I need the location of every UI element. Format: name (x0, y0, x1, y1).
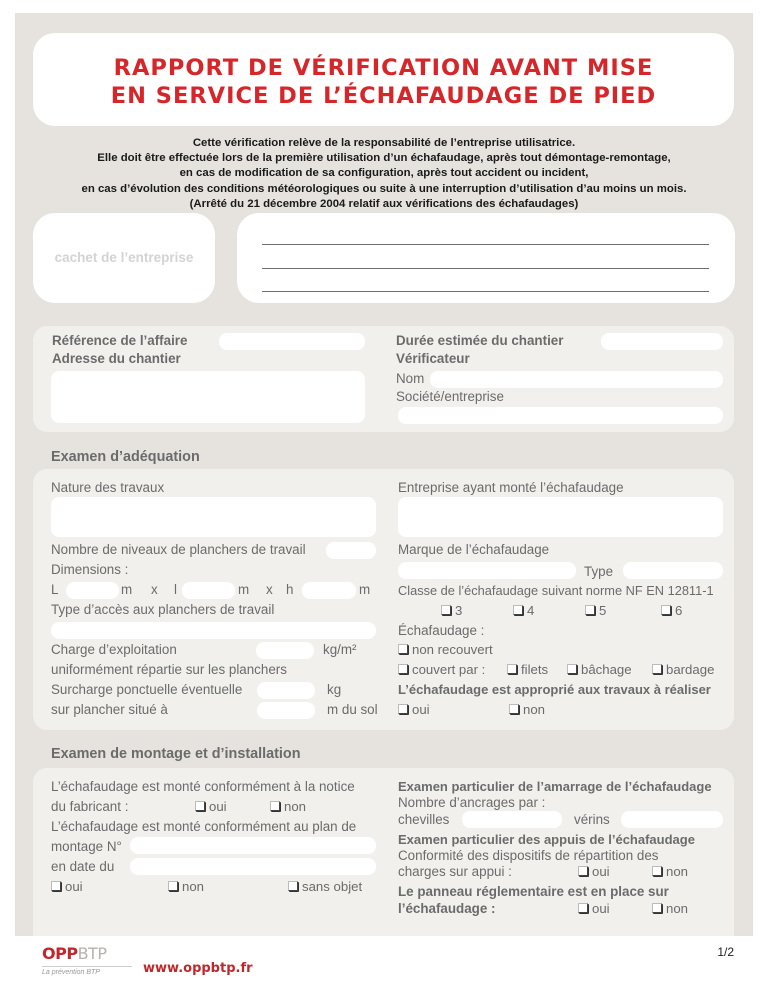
dim-unit: m (121, 582, 133, 597)
plancher-unit: m du sol (327, 702, 378, 717)
height-field[interactable] (302, 582, 356, 599)
checkbox-icon (195, 801, 205, 811)
adequation-panel (33, 469, 734, 730)
panneau-non-checkbox[interactable] (652, 901, 688, 917)
appuis-title: Examen particulier des appuis de l’échafaudage (398, 832, 695, 847)
checkbox-icon (509, 704, 519, 714)
dim-l-label: l (174, 582, 177, 597)
societe-label: Société/entreprise (396, 389, 504, 404)
chevilles-field[interactable] (462, 811, 562, 828)
checkbox-label: non (523, 702, 546, 717)
notice-non-checkbox[interactable] (270, 799, 306, 815)
company-line-2[interactable] (262, 268, 709, 269)
marque-field[interactable] (398, 562, 576, 579)
checkbox-icon (507, 664, 517, 674)
reference-field[interactable] (219, 333, 365, 350)
checkbox-label: sans objet (302, 879, 363, 894)
checkbox-label: non (666, 901, 689, 916)
montage-panel (33, 768, 734, 936)
checkbox-label: non (182, 879, 205, 894)
approprie-oui-checkbox[interactable] (398, 702, 430, 718)
checkbox-label: couvert par : (412, 662, 486, 677)
duree-label: Durée estimée du chantier (396, 333, 564, 348)
nom-field[interactable] (430, 371, 723, 388)
classe-3-checkbox[interactable] (441, 603, 462, 619)
logo-tagline: La prévention BTP (42, 966, 132, 976)
filets-checkbox[interactable] (507, 662, 548, 678)
checkbox-label: bardage (666, 662, 715, 677)
amarrage-title: Examen particulier de l’amarrage de l’échafaudage (398, 779, 712, 794)
company-line-1[interactable] (262, 244, 709, 245)
title-line-1: RAPPORT DE VÉRIFICATION AVANT MISE (113, 55, 654, 81)
intro-line: Cette vérification relève de la responsabilité de l’entreprise utilisatrice. (192, 137, 576, 149)
date-label: en date du (51, 859, 115, 874)
checkbox-label: 3 (455, 603, 463, 618)
plan-number-field[interactable] (130, 837, 376, 854)
dim-unit: m (359, 582, 371, 597)
checkbox-icon (661, 605, 671, 615)
niveaux-field[interactable] (326, 542, 376, 559)
intro-line: Elle doit être effectuée lors de la première utilisation d’un échafaudage, après tout démontage-remontage, (97, 152, 671, 165)
niveaux-label: Nombre de niveaux de planchers de travail (51, 542, 306, 557)
surcharge-unit: kg (327, 682, 342, 697)
couvert-par-checkbox[interactable] (398, 662, 485, 678)
checkbox-label: oui (592, 901, 610, 916)
cachet-label: cachet de l’entreprise (54, 250, 194, 265)
dim-times: x (151, 582, 158, 597)
checkbox-icon (513, 605, 523, 615)
general-info-panel (33, 326, 734, 432)
checkbox-label: 6 (675, 603, 683, 618)
dim-L-label: L (51, 582, 59, 597)
length-field[interactable] (66, 582, 119, 599)
marque-label: Marque de l’échafaudage (398, 542, 550, 557)
website-link[interactable]: www.oppbtp.fr (143, 961, 253, 976)
adresse-field[interactable] (51, 371, 365, 423)
societe-field[interactable] (398, 407, 723, 424)
dim-times: x (266, 582, 273, 597)
adequation-section-title: Examen d’adéquation (51, 449, 200, 465)
charge-label: Charge d’exploitation (51, 642, 177, 657)
approprie-label: L’échafaudage est approprié aux travaux à réaliser (398, 682, 711, 697)
classe-label: Classe de l’échafaudage suivant norme NF EN 12811-1 (398, 583, 714, 598)
checkbox-label: 5 (599, 603, 607, 618)
checkbox-icon (578, 903, 588, 913)
duree-field[interactable] (601, 333, 723, 350)
checkbox-icon (270, 801, 280, 811)
acces-label: Type d’accès aux planchers de travail (51, 602, 275, 617)
notice-label: L’échafaudage est monté conformément à la notice (51, 779, 355, 794)
bachage-checkbox[interactable] (567, 662, 632, 678)
echafaudage-label: Échafaudage : (398, 623, 485, 638)
acces-field[interactable] (51, 622, 376, 639)
appuis-oui-checkbox[interactable] (578, 864, 610, 880)
checkbox-label: filets (521, 662, 549, 677)
checkbox-icon (168, 881, 178, 891)
intro-line: en cas d’évolution des conditions météorologiques ou suite à une interruption d’utilisation d’au moins un mois. (81, 182, 687, 195)
ancrages-label: Nombre d’ancrages par : (398, 795, 546, 810)
checkbox-label: oui (592, 864, 610, 879)
verins-field[interactable] (621, 811, 723, 828)
bardage-checkbox[interactable] (652, 662, 714, 678)
company-info-box[interactable] (237, 213, 735, 303)
page-number: 1/2 (717, 945, 734, 959)
checkbox-icon (398, 664, 408, 674)
entreprise-field[interactable] (398, 497, 723, 537)
checkbox-label: non recouvert (412, 642, 493, 657)
classe-5-checkbox[interactable] (585, 603, 606, 619)
panneau-label: Le panneau réglementaire est en place sur (398, 884, 669, 899)
nom-label: Nom (396, 371, 425, 386)
nature-label: Nature des travaux (51, 480, 165, 495)
plan-label: L’échafaudage est monté conformément au plan de (51, 819, 357, 834)
non-recouvert-checkbox[interactable] (398, 642, 493, 658)
checkbox-label: oui (209, 799, 227, 814)
checkbox-icon (51, 881, 61, 891)
width-field[interactable] (182, 582, 235, 599)
verificateur-label: Vérificateur (396, 351, 470, 366)
dim-unit: m (238, 582, 250, 597)
surcharge-field[interactable] (257, 682, 315, 699)
title-line-2: EN SERVICE DE L’ÉCHAFAUDAGE DE PIED (110, 83, 657, 109)
plan-label-2: montage N° (51, 839, 122, 854)
checkbox-icon (585, 605, 595, 615)
surcharge-label: Surcharge ponctuelle éventuelle (51, 682, 243, 697)
cachet-box[interactable] (33, 213, 215, 303)
date-field[interactable] (130, 858, 376, 875)
checkbox-icon (578, 866, 588, 876)
checkbox-label: oui (65, 879, 83, 894)
approprie-non-checkbox[interactable] (509, 702, 545, 718)
plan-non-checkbox[interactable] (168, 879, 204, 895)
intro-line: (Arrêté du 21 décembre 2004 relatif aux vérifications des échafaudages) (189, 197, 579, 210)
charge-unit: kg/m² (323, 642, 357, 657)
checkbox-label: oui (412, 702, 430, 717)
logo-red-text: OPP (42, 944, 78, 963)
chevilles-label: chevilles (398, 812, 450, 827)
conformite-label-2: charges sur appui : (398, 864, 512, 879)
charge-sub-label: uniformément répartie sur les planchers (51, 662, 287, 677)
checkbox-icon (652, 664, 662, 674)
dimensions-label: Dimensions : (51, 562, 129, 577)
charge-field[interactable] (256, 642, 314, 659)
classe-4-checkbox[interactable] (513, 603, 534, 619)
checkbox-icon (441, 605, 451, 615)
checkbox-label: bâchage (581, 662, 632, 677)
nature-field[interactable] (51, 497, 376, 537)
appuis-non-checkbox[interactable] (652, 864, 688, 880)
montage-section-title: Examen de montage et d’installation (51, 746, 301, 762)
notice-oui-checkbox[interactable] (195, 799, 227, 815)
panneau-label-2: l’échafaudage : (398, 901, 496, 916)
plancher-field[interactable] (257, 702, 315, 719)
reference-label: Référence de l’affaire (52, 333, 188, 348)
checkbox-icon (652, 866, 662, 876)
intro-text (15, 136, 753, 212)
checkbox-label: non (284, 799, 307, 814)
notice-label-2: du fabricant : (51, 799, 129, 814)
checkbox-icon (398, 704, 408, 714)
plan-sans-objet-checkbox[interactable] (288, 879, 362, 895)
company-line-3[interactable] (262, 291, 709, 292)
logo-grey-text: BTP (77, 944, 107, 963)
type-label: Type (584, 564, 614, 579)
dim-h-label: h (286, 582, 294, 597)
checkbox-label: non (666, 864, 689, 879)
checkbox-icon (652, 903, 662, 913)
plan-oui-checkbox[interactable] (51, 879, 83, 895)
checkbox-icon (398, 644, 408, 654)
type-field[interactable] (623, 562, 723, 579)
oppbtp-logo (42, 946, 132, 976)
panneau-oui-checkbox[interactable] (578, 901, 610, 917)
entreprise-label: Entreprise ayant monté l’échafaudage (398, 480, 624, 495)
page-title (33, 33, 734, 110)
checkbox-icon (567, 664, 577, 674)
intro-line: en cas de modification de sa configuration, après tout accident ou incident, (179, 167, 589, 180)
title-box (33, 33, 734, 126)
conformite-label: Conformité des dispositifs de répartition des (398, 848, 659, 863)
verins-label: vérins (574, 812, 610, 827)
adresse-label: Adresse du chantier (52, 351, 181, 366)
classe-6-checkbox[interactable] (661, 603, 682, 619)
checkbox-label: 4 (527, 603, 535, 618)
plancher-label: sur plancher situé à (51, 702, 168, 717)
checkbox-icon (288, 881, 298, 891)
